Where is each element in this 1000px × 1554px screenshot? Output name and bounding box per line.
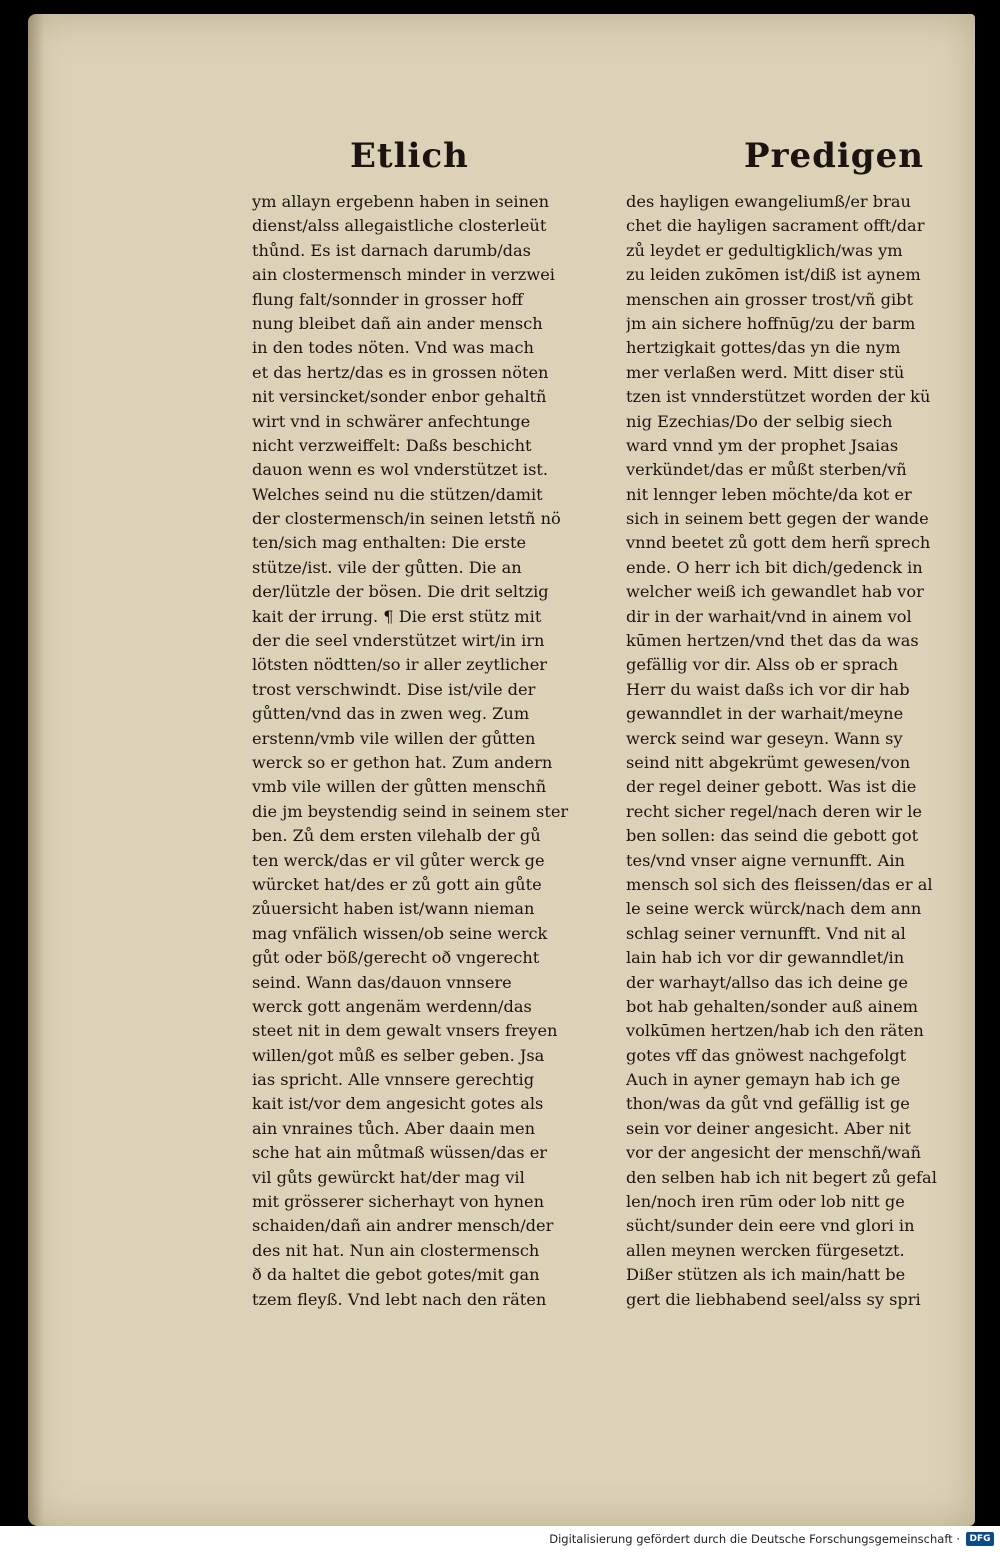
text-line: thůnd. Es ist darnach darumb/das <box>252 240 531 260</box>
text-line: erstenn/vmb vile willen der gůtten <box>252 728 536 748</box>
text-line: nig Ezechias/Do der selbig siech <box>626 411 893 431</box>
text-line: jm ain sichere hoffnūg/zu der barm <box>626 313 916 333</box>
scan-border <box>975 14 1000 1526</box>
text-line: mag vnfälich wissen/ob seine werck <box>252 923 548 943</box>
text-line: ward vnnd ym der prophet Jsaias <box>626 435 899 455</box>
text-line: Auch in ayner gemayn hab ich ge <box>626 1070 901 1090</box>
text-line: nit lennger leben möchte/da kot er <box>626 484 912 504</box>
text-line: thon/was da gůt vnd gefällig ist ge <box>626 1094 910 1114</box>
text-line: sich in seinem bett gegen der wande <box>626 509 929 529</box>
text-line: kūmen hertzen/vnd thet das da was <box>626 631 919 651</box>
text-line: zu leiden zukōmen ist/diß ist aynem <box>626 265 921 285</box>
text-line: dir in der warhait/vnd in ainem vol <box>626 606 912 626</box>
text-line: welcher weiß ich gewandlet hab vor <box>626 582 924 602</box>
text-line: der die seel vnderstützet wirt/in irn <box>252 631 545 651</box>
digitization-footer <box>0 1526 1000 1554</box>
text-line: wirt vnd in schwärer anfechtunge <box>252 411 531 431</box>
text-line: gefällig vor dir. Alss ob er sprach <box>626 655 899 675</box>
text-line: volkūmen hertzen/hab ich den räten <box>626 1021 924 1041</box>
funding-credit: Digitalisierung gefördert durch die Deutsche Forschungsgemeinschaft · <box>549 1532 960 1546</box>
text-line: gotes vff das gnöwest nachgefolgt <box>626 1045 907 1065</box>
text-line: Dißer stützen als ich main/hatt be <box>626 1265 906 1285</box>
text-line: Herr du waist daßs ich vor dir hab <box>626 679 910 699</box>
text-line: des hayligen ewangeliumß/er brau <box>626 192 911 211</box>
text-line: recht sicher regel/nach deren wir le <box>626 801 923 821</box>
text-line: zůuersicht haben ist/wann nieman <box>252 899 535 919</box>
text-column-right <box>626 190 976 1312</box>
text-line: tes/vnd vnser aigne vernunfft. Ain <box>626 850 905 870</box>
text-line: vmb vile willen der gůtten menschñ <box>252 777 547 797</box>
text-line: tzem fleyß. Vnd lebt nach den räten <box>252 1289 547 1309</box>
text-line: schlag seiner vernunfft. Vnd nit al <box>626 923 906 943</box>
text-line: verkündet/das er můßt sterben/vñ <box>626 460 907 480</box>
text-line: kait ist/vor dem angesicht gotes als <box>252 1094 544 1114</box>
text-line: flung falt/sonnder in grosser hoff <box>252 289 524 309</box>
text-line: ten/sich mag enthalten: Die erste <box>252 533 527 553</box>
text-line: zů leydet er gedultigklich/was ym <box>626 240 903 260</box>
text-line: der clostermensch/in seinen letstñ nö <box>252 509 561 529</box>
running-head-right: Predigen <box>744 136 924 176</box>
text-line: gůtten/vnd das in zwen weg. Zum <box>252 704 530 724</box>
page-spine-shadow <box>28 14 44 1526</box>
text-line: ben. Zů dem ersten vilehalb der gů <box>252 826 541 846</box>
text-line: sücht/sunder dein eere vnd glori in <box>626 1216 915 1236</box>
text-line: nung bleibet dañ ain ander mensch <box>252 313 543 333</box>
text-line: werck seind war geseyn. Wann sy <box>626 728 903 748</box>
text-line: ias spricht. Alle vnnsere gerechtig <box>252 1070 535 1090</box>
text-line: in den todes nöten. Vnd was mach <box>252 338 534 358</box>
running-head-left: Etlich <box>350 136 469 176</box>
text-line: ten werck/das er vil gůter werck ge <box>252 850 545 870</box>
text-line: et das hertz/das es in grossen nöten <box>252 362 549 382</box>
text-line: nit versincket/sonder enbor gehaltñ <box>252 387 547 407</box>
text-line: lötsten nödtten/so ir aller zeytlicher <box>252 655 548 675</box>
text-line: sein vor deiner angesicht. Aber nit <box>626 1118 911 1138</box>
text-line: gert die liebhabend seel/alss sy spri <box>626 1289 921 1309</box>
text-line: die jm beystendig seind in seinem ster <box>252 801 569 821</box>
text-line: vnnd beetet zů gott dem herñ sprech <box>626 533 931 553</box>
text-line: allen meynen wercken fürgesetzt. <box>626 1240 905 1260</box>
text-line: schaiden/dañ ain andrer mensch/der <box>252 1216 554 1236</box>
text-line: werck gott angenäm werdenn/das <box>252 996 532 1016</box>
text-line: chet die hayligen sacrament offt/dar <box>626 216 925 236</box>
text-line: bot hab gehalten/sonder auß ainem <box>626 996 919 1016</box>
text-line: mensch sol sich des fleissen/das er al <box>626 874 933 894</box>
text-line: trost verschwindt. Dise ist/vile der <box>252 679 536 699</box>
text-line: steet nit in dem gewalt vnsers freyen <box>252 1021 558 1041</box>
text-line: menschen ain grosser trost/vñ gibt <box>626 289 914 309</box>
text-line: des nit hat. Nun ain clostermensch <box>252 1240 540 1260</box>
text-line: würcket hat/des er zů gott ain gůte <box>252 874 542 894</box>
text-line: dauon wenn es wol vnderstützet ist. <box>252 460 549 480</box>
dfg-logo: DFG <box>966 1532 994 1546</box>
text-line: Welches seind nu die stützen/damit <box>252 484 543 504</box>
text-line: vil gůts gewürckt hat/der mag vil <box>252 1167 525 1187</box>
text-line: vor der angesicht der menschñ/wañ <box>626 1143 922 1163</box>
text-line: kait der irrung. ¶ Die erst stütz mit <box>252 606 542 626</box>
text-line: stütze/ist. vile der gůtten. Die an <box>252 557 522 577</box>
text-line: ben sollen: das seind die gebott got <box>626 826 919 846</box>
text-line: seind. Wann das/dauon vnnsere <box>252 972 512 992</box>
text-line: werck so er gethon hat. Zum andern <box>252 752 553 772</box>
text-line: ain vnraines tůch. Aber daain men <box>252 1118 535 1138</box>
text-line: sche hat ain můtmaß wüssen/das er <box>252 1143 548 1163</box>
text-line: der warhayt/allso das ich deine ge <box>626 972 908 992</box>
text-column-left <box>252 190 602 1312</box>
text-line: len/noch iren rūm oder lob nitt ge <box>626 1192 905 1212</box>
text-line: willen/got můß es selber geben. Jsa <box>252 1045 545 1065</box>
text-line: le seine werck würck/nach dem ann <box>626 899 922 919</box>
text-line: der regel deiner gebott. Was ist die <box>626 777 917 797</box>
text-line: ym allayn ergebenn haben in seinen <box>252 192 550 211</box>
text-line: ende. O herr ich bit dich/gedenck in <box>626 557 923 577</box>
text-line: nicht verzweiffelt: Daßs beschicht <box>252 435 532 455</box>
text-line: lain hab ich vor dir gewanndlet/in <box>626 948 905 968</box>
text-line: gůt oder böß/gerecht oð vngerecht <box>252 948 540 968</box>
text-line: tzen ist vnnderstützet worden der kü <box>626 387 931 407</box>
text-line: dienst/alss allegaistliche closterleüt <box>252 216 547 236</box>
text-line: mer verlaßen werd. Mitt diser stü <box>626 362 905 382</box>
text-line: seind nitt abgekrümt gewesen/von <box>626 752 911 772</box>
text-line: gewanndlet in der warhait/meyne <box>626 704 904 724</box>
text-line: den selben hab ich nit begert zů gefal <box>626 1167 937 1187</box>
text-line: hertzigkait gottes/das yn die nym <box>626 338 901 358</box>
text-line: mit grösserer sicherhayt von hynen <box>252 1192 545 1212</box>
text-line: ain clostermensch minder in verzwei <box>252 265 555 285</box>
text-line: der/lützle der bösen. Die drit seltzig <box>252 582 549 602</box>
text-line: ð da haltet die gebot gotes/mit gan <box>252 1265 540 1285</box>
